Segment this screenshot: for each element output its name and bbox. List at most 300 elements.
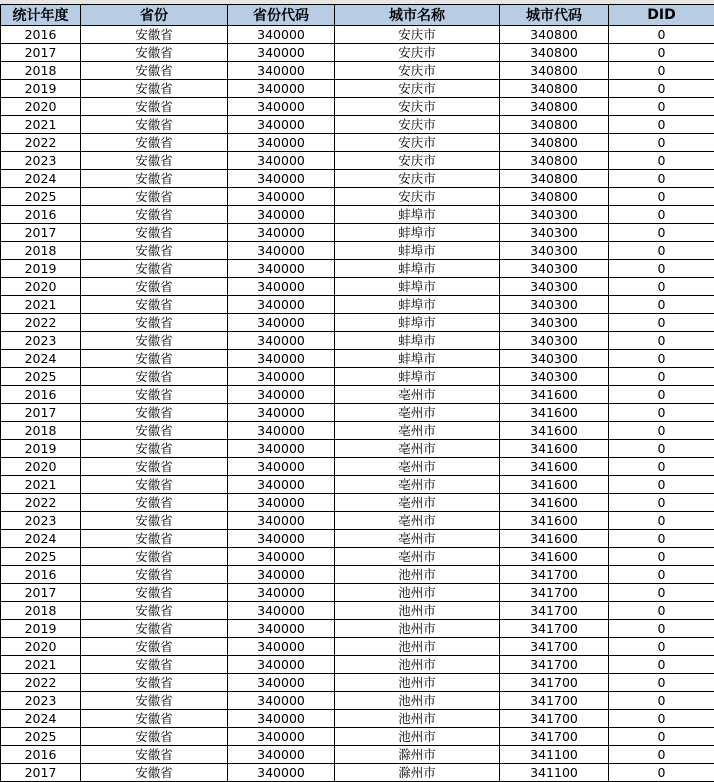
cell-did[interactable]: 0: [609, 728, 714, 746]
cell-city-code[interactable]: 340300: [500, 368, 609, 386]
cell-year[interactable]: 2019: [1, 440, 81, 458]
cell-year[interactable]: 2021: [1, 656, 81, 674]
table-row: [1, 170, 714, 188]
table-row: [1, 116, 714, 134]
cell-province[interactable]: 安徽省: [81, 242, 228, 260]
cell-city-code[interactable]: 340300: [500, 332, 609, 350]
cell-city-name[interactable]: 蚌埠市: [335, 260, 500, 278]
cell-province[interactable]: 安徽省: [81, 224, 228, 242]
table-row: [1, 296, 714, 314]
cell-year[interactable]: 2019: [1, 260, 81, 278]
cell-province[interactable]: 安徽省: [81, 404, 228, 422]
cell-province[interactable]: 安徽省: [81, 566, 228, 584]
header-city-code[interactable]: 城市代码: [500, 5, 609, 26]
cell-province[interactable]: 安徽省: [81, 44, 228, 62]
table-row: [1, 134, 714, 152]
cell-did[interactable]: 0: [609, 710, 714, 728]
cell-year[interactable]: 2022: [1, 494, 81, 512]
cell-year[interactable]: 2016: [1, 206, 81, 224]
cell-year[interactable]: 2023: [1, 332, 81, 350]
cell-year[interactable]: 2022: [1, 314, 81, 332]
cell-year[interactable]: 2022: [1, 674, 81, 692]
cell-province-code[interactable]: 340000: [228, 638, 335, 656]
cell-city-name[interactable]: 池州市: [335, 602, 500, 620]
cell-city-name[interactable]: 亳州市: [335, 458, 500, 476]
cell-province-code[interactable]: 340000: [228, 404, 335, 422]
cell-province[interactable]: 安徽省: [81, 530, 228, 548]
table-row: [1, 224, 714, 242]
cell-did[interactable]: 0: [609, 98, 714, 116]
cell-city-name[interactable]: 亳州市: [335, 404, 500, 422]
cell-city-code[interactable]: 340300: [500, 224, 609, 242]
table-row: [1, 260, 714, 278]
cell-city-code[interactable]: 341600: [500, 548, 609, 566]
cell-year[interactable]: 2025: [1, 188, 81, 206]
cell-city-code[interactable]: 340800: [500, 188, 609, 206]
cell-province-code[interactable]: 340000: [228, 512, 335, 530]
cell-city-name[interactable]: 安庆市: [335, 188, 500, 206]
cell-did[interactable]: 0: [609, 530, 714, 548]
table-row: [1, 476, 714, 494]
cell-province-code[interactable]: 340000: [228, 350, 335, 368]
cell-province-code[interactable]: 340000: [228, 548, 335, 566]
cell-year[interactable]: 2019: [1, 80, 81, 98]
cell-province[interactable]: 安徽省: [81, 620, 228, 638]
cell-city-name[interactable]: 池州市: [335, 692, 500, 710]
table-row: [1, 746, 714, 764]
cell-did[interactable]: 0: [609, 116, 714, 134]
cell-province[interactable]: 安徽省: [81, 494, 228, 512]
cell-province[interactable]: 安徽省: [81, 602, 228, 620]
cell-did[interactable]: 0: [609, 296, 714, 314]
cell-did[interactable]: 0: [609, 44, 714, 62]
table-row: [1, 278, 714, 296]
cell-province-code[interactable]: 340000: [228, 746, 335, 764]
cell-city-code[interactable]: 341600: [500, 458, 609, 476]
cell-did[interactable]: 0: [609, 242, 714, 260]
cell-year[interactable]: 2023: [1, 692, 81, 710]
table-row: [1, 422, 714, 440]
cell-province-code[interactable]: 340000: [228, 440, 335, 458]
cell-year[interactable]: 2018: [1, 602, 81, 620]
cell-province[interactable]: 安徽省: [81, 386, 228, 404]
cell-city-code[interactable]: 341600: [500, 494, 609, 512]
cell-province-code[interactable]: 340000: [228, 566, 335, 584]
cell-city-name[interactable]: 蚌埠市: [335, 368, 500, 386]
cell-city-name[interactable]: 滁州市: [335, 764, 500, 782]
cell-city-name[interactable]: 蚌埠市: [335, 350, 500, 368]
cell-did[interactable]: 0: [609, 26, 714, 44]
cell-did[interactable]: 0: [609, 188, 714, 206]
cell-year[interactable]: 2024: [1, 530, 81, 548]
header-province-code[interactable]: 省份代码: [228, 5, 335, 26]
cell-city-name[interactable]: 蚌埠市: [335, 224, 500, 242]
cell-city-code[interactable]: 340800: [500, 134, 609, 152]
cell-did[interactable]: 0: [609, 134, 714, 152]
cell-did[interactable]: 0: [609, 260, 714, 278]
cell-city-name[interactable]: 亳州市: [335, 512, 500, 530]
cell-did[interactable]: 0: [609, 386, 714, 404]
cell-province-code[interactable]: 340000: [228, 206, 335, 224]
cell-did[interactable]: 0: [609, 602, 714, 620]
cell-did[interactable]: 0: [609, 314, 714, 332]
cell-city-code[interactable]: 340300: [500, 242, 609, 260]
cell-province-code[interactable]: 340000: [228, 80, 335, 98]
cell-city-name[interactable]: 蚌埠市: [335, 314, 500, 332]
cell-province-code[interactable]: 340000: [228, 188, 335, 206]
cell-city-code[interactable]: 341600: [500, 422, 609, 440]
cell-did[interactable]: 0: [609, 332, 714, 350]
cell-city-code[interactable]: 341700: [500, 638, 609, 656]
cell-city-name[interactable]: 安庆市: [335, 80, 500, 98]
cell-city-code[interactable]: 340300: [500, 260, 609, 278]
cell-year[interactable]: 2021: [1, 296, 81, 314]
cell-province-code[interactable]: 340000: [228, 314, 335, 332]
cell-province[interactable]: 安徽省: [81, 548, 228, 566]
cell-city-name[interactable]: 亳州市: [335, 530, 500, 548]
cell-year[interactable]: 2023: [1, 152, 81, 170]
cell-city-name[interactable]: 亳州市: [335, 494, 500, 512]
cell-province-code[interactable]: 340000: [228, 476, 335, 494]
cell-city-name[interactable]: 蚌埠市: [335, 278, 500, 296]
cell-province[interactable]: 安徽省: [81, 476, 228, 494]
header-city-name[interactable]: 城市名称: [335, 5, 500, 26]
cell-province[interactable]: 安徽省: [81, 692, 228, 710]
cell-province[interactable]: 安徽省: [81, 296, 228, 314]
table-row: [1, 242, 714, 260]
cell-province-code[interactable]: 340000: [228, 422, 335, 440]
table-row: [1, 566, 714, 584]
table-row: [1, 332, 714, 350]
cell-city-name[interactable]: 池州市: [335, 674, 500, 692]
cell-city-name[interactable]: 滁州市: [335, 746, 500, 764]
cell-city-code[interactable]: 340300: [500, 278, 609, 296]
cell-year[interactable]: 2016: [1, 386, 81, 404]
cell-province[interactable]: 安徽省: [81, 422, 228, 440]
cell-did[interactable]: 0: [609, 638, 714, 656]
table-row: [1, 44, 714, 62]
header-province[interactable]: 省份: [81, 5, 228, 26]
cell-city-code[interactable]: 341600: [500, 404, 609, 422]
table-row: [1, 530, 714, 548]
cell-province[interactable]: 安徽省: [81, 314, 228, 332]
cell-province[interactable]: 安徽省: [81, 98, 228, 116]
cell-did[interactable]: 0: [609, 584, 714, 602]
table-row: [1, 710, 714, 728]
cell-province-code[interactable]: 340000: [228, 62, 335, 80]
cell-city-name[interactable]: 池州市: [335, 656, 500, 674]
cell-city-code[interactable]: 340800: [500, 170, 609, 188]
cell-province-code[interactable]: 340000: [228, 242, 335, 260]
cell-province-code[interactable]: 340000: [228, 674, 335, 692]
cell-city-name[interactable]: 蚌埠市: [335, 296, 500, 314]
cell-province-code[interactable]: 340000: [228, 602, 335, 620]
table-row: [1, 26, 714, 44]
data-table: [0, 4, 714, 782]
cell-did[interactable]: 0: [609, 476, 714, 494]
cell-city-code[interactable]: 340800: [500, 116, 609, 134]
cell-city-name[interactable]: 池州市: [335, 728, 500, 746]
cell-province-code[interactable]: 340000: [228, 278, 335, 296]
cell-province-code[interactable]: 340000: [228, 620, 335, 638]
cell-province[interactable]: 安徽省: [81, 152, 228, 170]
cell-city-code[interactable]: 341700: [500, 728, 609, 746]
cell-province[interactable]: 安徽省: [81, 764, 228, 782]
cell-province[interactable]: 安徽省: [81, 584, 228, 602]
cell-city-code[interactable]: 341700: [500, 674, 609, 692]
table-row: [1, 548, 714, 566]
table-row: [1, 620, 714, 638]
cell-province-code[interactable]: 340000: [228, 656, 335, 674]
cell-did[interactable]: 0: [609, 278, 714, 296]
cell-city-name[interactable]: 亳州市: [335, 548, 500, 566]
cell-province[interactable]: 安徽省: [81, 206, 228, 224]
cell-did[interactable]: 0: [609, 764, 714, 782]
cell-province[interactable]: 安徽省: [81, 116, 228, 134]
cell-province[interactable]: 安徽省: [81, 746, 228, 764]
cell-year[interactable]: 2018: [1, 242, 81, 260]
cell-did[interactable]: 0: [609, 746, 714, 764]
cell-city-name[interactable]: 安庆市: [335, 116, 500, 134]
table-row: [1, 188, 714, 206]
table-row: [1, 152, 714, 170]
cell-city-code[interactable]: 341600: [500, 476, 609, 494]
cell-city-name[interactable]: 安庆市: [335, 26, 500, 44]
cell-province[interactable]: 安徽省: [81, 62, 228, 80]
cell-city-code[interactable]: 340300: [500, 206, 609, 224]
cell-city-name[interactable]: 池州市: [335, 566, 500, 584]
cell-city-code[interactable]: 340800: [500, 26, 609, 44]
cell-year[interactable]: 2022: [1, 134, 81, 152]
cell-year[interactable]: 2017: [1, 764, 81, 782]
cell-province-code[interactable]: 340000: [228, 134, 335, 152]
cell-year[interactable]: 2025: [1, 548, 81, 566]
cell-city-name[interactable]: 安庆市: [335, 134, 500, 152]
cell-did[interactable]: 0: [609, 440, 714, 458]
cell-province[interactable]: 安徽省: [81, 134, 228, 152]
cell-did[interactable]: 0: [609, 512, 714, 530]
cell-city-code[interactable]: 341700: [500, 692, 609, 710]
table-row: [1, 692, 714, 710]
table-row: [1, 386, 714, 404]
table-row: [1, 584, 714, 602]
cell-province[interactable]: 安徽省: [81, 26, 228, 44]
table-row: [1, 494, 714, 512]
cell-city-name[interactable]: 池州市: [335, 620, 500, 638]
cell-year[interactable]: 2021: [1, 116, 81, 134]
cell-province-code[interactable]: 340000: [228, 224, 335, 242]
cell-year[interactable]: 2017: [1, 584, 81, 602]
cell-year[interactable]: 2025: [1, 368, 81, 386]
cell-province[interactable]: 安徽省: [81, 368, 228, 386]
cell-city-name[interactable]: 池州市: [335, 710, 500, 728]
table-row: [1, 728, 714, 746]
cell-province-code[interactable]: 340000: [228, 332, 335, 350]
table-row: [1, 314, 714, 332]
cell-city-code[interactable]: 340300: [500, 296, 609, 314]
cell-city-code[interactable]: 341600: [500, 512, 609, 530]
cell-year[interactable]: 2017: [1, 404, 81, 422]
cell-city-code[interactable]: 341700: [500, 602, 609, 620]
cell-did[interactable]: 0: [609, 152, 714, 170]
cell-city-code[interactable]: 341700: [500, 656, 609, 674]
cell-city-code[interactable]: 341700: [500, 620, 609, 638]
cell-province-code[interactable]: 340000: [228, 44, 335, 62]
cell-province[interactable]: 安徽省: [81, 350, 228, 368]
cell-city-name[interactable]: 安庆市: [335, 44, 500, 62]
cell-province[interactable]: 安徽省: [81, 260, 228, 278]
cell-did[interactable]: 0: [609, 548, 714, 566]
cell-city-code[interactable]: 341600: [500, 530, 609, 548]
cell-year[interactable]: 2019: [1, 620, 81, 638]
cell-year[interactable]: 2024: [1, 710, 81, 728]
cell-year[interactable]: 2020: [1, 458, 81, 476]
table-row: [1, 350, 714, 368]
cell-did[interactable]: 0: [609, 206, 714, 224]
cell-city-name[interactable]: 亳州市: [335, 476, 500, 494]
cell-did[interactable]: 0: [609, 674, 714, 692]
cell-city-name[interactable]: 亳州市: [335, 422, 500, 440]
cell-year[interactable]: 2020: [1, 278, 81, 296]
cell-province-code[interactable]: 340000: [228, 116, 335, 134]
cell-province[interactable]: 安徽省: [81, 674, 228, 692]
cell-province-code[interactable]: 340000: [228, 296, 335, 314]
cell-city-name[interactable]: 安庆市: [335, 62, 500, 80]
cell-province-code[interactable]: 340000: [228, 152, 335, 170]
cell-did[interactable]: 0: [609, 80, 714, 98]
cell-province[interactable]: 安徽省: [81, 512, 228, 530]
cell-city-code[interactable]: 341100: [500, 746, 609, 764]
cell-did[interactable]: 0: [609, 494, 714, 512]
cell-city-name[interactable]: 池州市: [335, 638, 500, 656]
table-row: [1, 404, 714, 422]
cell-province-code[interactable]: 340000: [228, 692, 335, 710]
cell-province[interactable]: 安徽省: [81, 170, 228, 188]
cell-city-code[interactable]: 340300: [500, 314, 609, 332]
header-did[interactable]: DID: [609, 5, 714, 26]
cell-city-code[interactable]: 340800: [500, 80, 609, 98]
cell-year[interactable]: 2025: [1, 728, 81, 746]
cell-year[interactable]: 2020: [1, 98, 81, 116]
cell-city-name[interactable]: 蚌埠市: [335, 332, 500, 350]
table-row: [1, 602, 714, 620]
cell-did[interactable]: 0: [609, 62, 714, 80]
cell-province-code[interactable]: 340000: [228, 170, 335, 188]
cell-province-code[interactable]: 340000: [228, 26, 335, 44]
cell-year[interactable]: 2021: [1, 476, 81, 494]
cell-year[interactable]: 2024: [1, 170, 81, 188]
cell-year[interactable]: 2017: [1, 224, 81, 242]
cell-city-name[interactable]: 蚌埠市: [335, 206, 500, 224]
table-row: [1, 638, 714, 656]
cell-year[interactable]: 2024: [1, 350, 81, 368]
cell-province[interactable]: 安徽省: [81, 332, 228, 350]
cell-city-code[interactable]: 340800: [500, 98, 609, 116]
cell-year[interactable]: 2020: [1, 638, 81, 656]
cell-province-code[interactable]: 340000: [228, 458, 335, 476]
cell-city-code[interactable]: 341600: [500, 440, 609, 458]
cell-province-code[interactable]: 340000: [228, 710, 335, 728]
cell-city-name[interactable]: 安庆市: [335, 152, 500, 170]
cell-year[interactable]: 2016: [1, 26, 81, 44]
cell-did[interactable]: 0: [609, 656, 714, 674]
cell-province[interactable]: 安徽省: [81, 440, 228, 458]
cell-province-code[interactable]: 340000: [228, 728, 335, 746]
cell-year[interactable]: 2018: [1, 62, 81, 80]
cell-city-code[interactable]: 341700: [500, 566, 609, 584]
cell-city-name[interactable]: 亳州市: [335, 440, 500, 458]
cell-province-code[interactable]: 340000: [228, 494, 335, 512]
cell-city-name[interactable]: 池州市: [335, 584, 500, 602]
table-row: [1, 80, 714, 98]
cell-did[interactable]: 0: [609, 368, 714, 386]
cell-city-code[interactable]: 341700: [500, 584, 609, 602]
cell-province[interactable]: 安徽省: [81, 728, 228, 746]
cell-city-name[interactable]: 安庆市: [335, 170, 500, 188]
cell-did[interactable]: 0: [609, 350, 714, 368]
cell-year[interactable]: 2016: [1, 746, 81, 764]
cell-did[interactable]: 0: [609, 422, 714, 440]
cell-province-code[interactable]: 340000: [228, 530, 335, 548]
table-row: [1, 512, 714, 530]
cell-province[interactable]: 安徽省: [81, 656, 228, 674]
cell-city-name[interactable]: 亳州市: [335, 386, 500, 404]
cell-did[interactable]: 0: [609, 692, 714, 710]
cell-province[interactable]: 安徽省: [81, 188, 228, 206]
cell-province[interactable]: 安徽省: [81, 710, 228, 728]
cell-did[interactable]: 0: [609, 458, 714, 476]
cell-city-name[interactable]: 安庆市: [335, 98, 500, 116]
cell-year[interactable]: 2016: [1, 566, 81, 584]
cell-did[interactable]: 0: [609, 170, 714, 188]
table-row: [1, 458, 714, 476]
table-row: [1, 98, 714, 116]
cell-province[interactable]: 安徽省: [81, 458, 228, 476]
cell-year[interactable]: 2018: [1, 422, 81, 440]
cell-province-code[interactable]: 340000: [228, 260, 335, 278]
cell-year[interactable]: 2017: [1, 44, 81, 62]
table-row: [1, 62, 714, 80]
cell-did[interactable]: 0: [609, 620, 714, 638]
table-row: [1, 440, 714, 458]
cell-province[interactable]: 安徽省: [81, 80, 228, 98]
cell-did[interactable]: 0: [609, 404, 714, 422]
cell-city-code[interactable]: 341600: [500, 386, 609, 404]
cell-did[interactable]: 0: [609, 566, 714, 584]
cell-province-code[interactable]: 340000: [228, 764, 335, 782]
cell-city-name[interactable]: 蚌埠市: [335, 242, 500, 260]
cell-city-code[interactable]: 341100: [500, 764, 609, 782]
cell-province-code[interactable]: 340000: [228, 98, 335, 116]
cell-province[interactable]: 安徽省: [81, 278, 228, 296]
cell-did[interactable]: 0: [609, 224, 714, 242]
cell-city-code[interactable]: 340800: [500, 44, 609, 62]
cell-year[interactable]: 2023: [1, 512, 81, 530]
cell-city-code[interactable]: 340800: [500, 62, 609, 80]
header-year[interactable]: 统计年度: [1, 5, 81, 26]
table-row: [1, 674, 714, 692]
cell-province[interactable]: 安徽省: [81, 638, 228, 656]
cell-province-code[interactable]: 340000: [228, 368, 335, 386]
cell-city-code[interactable]: 340300: [500, 350, 609, 368]
header-row: [1, 5, 714, 26]
cell-city-code[interactable]: 340800: [500, 152, 609, 170]
cell-province-code[interactable]: 340000: [228, 386, 335, 404]
cell-province-code[interactable]: 340000: [228, 584, 335, 602]
table-row: [1, 368, 714, 386]
table-row: [1, 206, 714, 224]
cell-city-code[interactable]: 341700: [500, 710, 609, 728]
